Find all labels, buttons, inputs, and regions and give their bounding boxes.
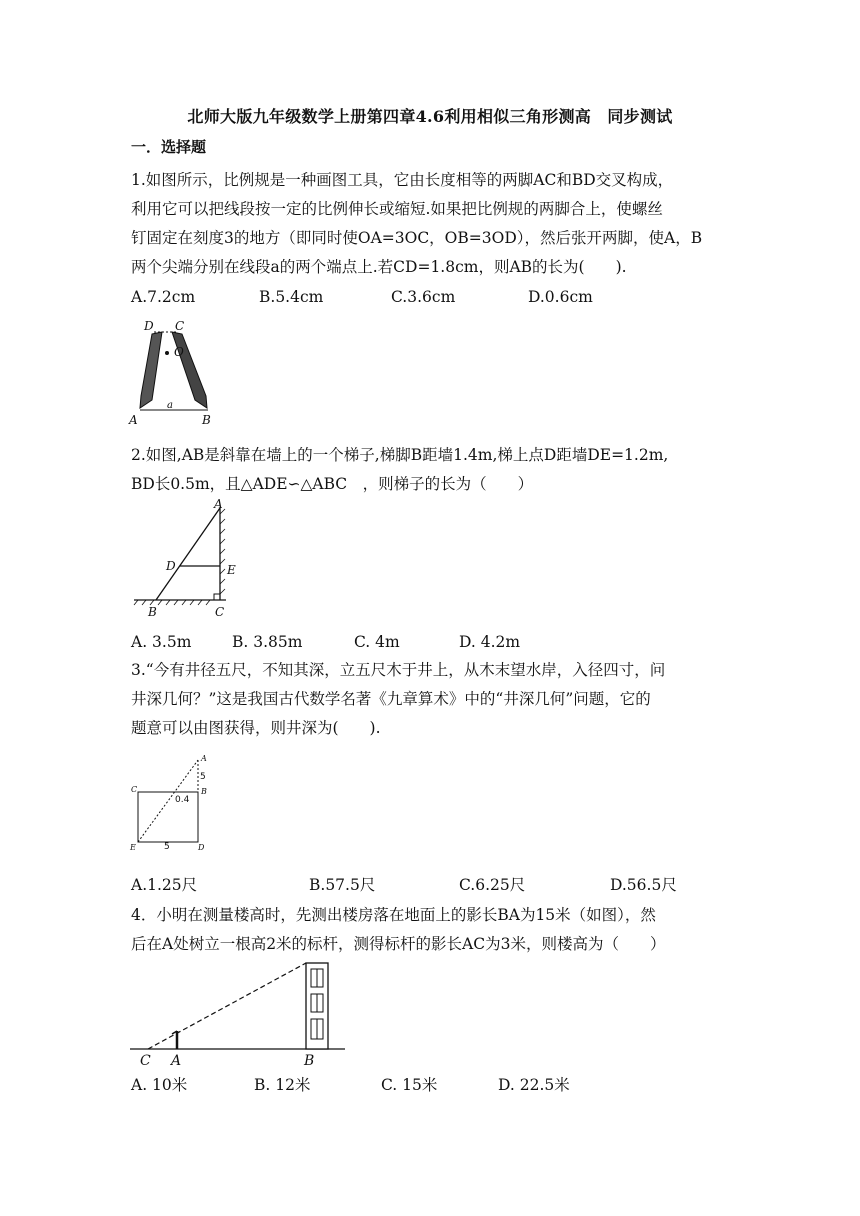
ground-hatching [134,600,210,605]
label-e: E [227,563,236,577]
option-b: B.57.5尺 [309,876,376,894]
question-4-line-1: 4．小明在测量楼高时，先测出楼房落在地面上的影长BA为15米（如图），然 [131,906,656,924]
option-b: B. 3.85m [232,633,303,651]
ladder-ab [156,508,220,600]
option-a: A.1.25尺 [131,876,198,894]
label-stick-length: 5 [200,772,206,782]
question-1-line-3: 钉固定在刻度3的地方（即同时使OA=3OC，OB=3OD），然后张开两脚，使A，B [131,229,703,247]
well-depth-figure [128,752,218,852]
label-d: D [144,319,154,333]
label-a: A [171,1053,182,1069]
option-a: A. 10米 [131,1076,188,1094]
option-a: A.7.2cm [131,288,196,306]
option-d: D.0.6cm [528,288,593,306]
option-d: D.56.5尺 [610,876,677,894]
label-o: O [174,345,184,359]
label-b: B [201,787,207,796]
label-well-width: 5 [164,842,170,852]
screw-point-o [165,351,169,355]
label-c: C [140,1053,151,1069]
label-b: B [304,1053,315,1069]
question-1-text [131,166,731,282]
document-title: 北师大版九年级数学上册第四章4.6利用相似三角形测高 同步测试 [187,107,673,126]
label-b: B [202,413,211,427]
option-b: B. 12米 [254,1076,311,1094]
question-2-line-1: 2.如图,AB是斜靠在墙上的一个梯子,梯脚B距墙1.4m,梯上点D距墙DE=1.2m, [131,446,669,464]
question-4-text [131,901,741,959]
question-1-line-1: 1.如图所示，比例规是一种画图工具，它由长度相等的两脚AC和BD交叉构成， [131,171,674,189]
sight-line [148,963,306,1049]
ladder-figure [130,497,250,620]
question-3-line-3: 题意可以由图获得，则井深为( ). [131,719,381,737]
option-d: D. 22.5米 [498,1076,570,1094]
option-a: A. 3.5m [131,633,192,651]
option-d: D. 4.2m [459,633,521,651]
label-a: A [214,497,223,511]
question-4-line-2: 后在A处树立一根高2米的标杆，测得标杆的影长AC为3米，则楼高为（ ） [131,935,666,953]
option-c: C. 4m [354,633,400,651]
question-3-text [131,656,731,743]
right-angle-mark [214,594,220,600]
label-c: C [175,319,185,333]
label-d: D [166,559,176,573]
option-c: C. 15米 [381,1076,438,1094]
label-d: D [198,843,205,852]
question-3-line-2: 井深几何？”这是我国古代数学名著《九章算术》中的“井深几何”问题，它的 [131,690,651,708]
label-seg-a: a [167,400,173,411]
question-1-line-4: 两个尖端分别在线段a的两个端点上.若CD=1.8cm，则AB的长为( ). [131,258,627,276]
question-2-text [131,441,731,499]
label-b: B [148,605,157,619]
label-c: C [215,605,225,619]
label-a: A [129,413,138,427]
compass-leg-bd [140,332,162,408]
section-heading: 一．选择题 [131,138,207,156]
option-c: C.3.6cm [391,288,456,306]
compass-leg-ac [172,332,207,408]
label-c: C [131,785,138,794]
question-1-line-2: 利用它可以把线段按一定的比例伸长或缩短.如果把比例规的两脚合上，使螺丝 [131,200,663,218]
question-3-line-1: 3.“今有井径五尺，不知其深，立五尺木于井上，从木末望水岸，入径四寸，问 [131,661,666,679]
label-a: A [201,754,207,763]
question-2-line-2: BD长0.5m，且△ADE∽△ABC ，则梯子的长为（ ） [131,475,534,493]
option-c: C.6.25尺 [459,876,526,894]
wall-hatching [220,509,225,594]
building-shadow-figure [130,955,350,1070]
label-offset: 0.4 [175,795,190,805]
label-e: E [130,843,136,852]
option-b: B.5.4cm [259,288,324,306]
proportional-compass-figure [128,320,218,430]
